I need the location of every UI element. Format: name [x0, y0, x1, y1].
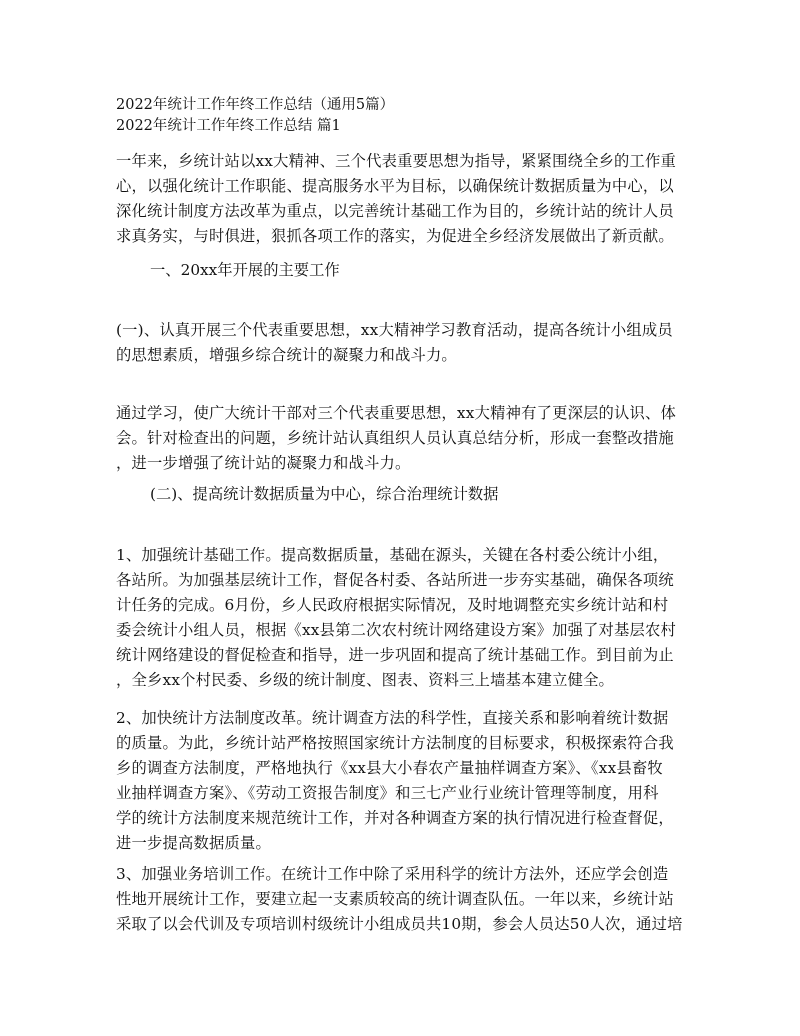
text-line: 乡的调查方法制度，严格地执行《xx县大小春农产量抽样调查方案》、《xx县畜牧	[116, 759, 663, 777]
text-line: 各站所。为加强基层统计工作，督促各村委、各站所进一步夯实基础，确保各项统	[116, 571, 674, 589]
paragraph-intro	[116, 149, 692, 249]
text-line: 求真务实，与时俱进，狠抓各项工作的落实，为促进全乡经济发展做出了新贡献。	[116, 227, 674, 245]
text-line: ，全乡xx个村民委、乡级的统计制度、图表、资料三上墙基本建立健全。	[116, 671, 615, 689]
text-line: 进一步提高数据质量。	[116, 834, 271, 852]
heading-main-work: 一、20xx年开展的主要工作	[150, 261, 340, 279]
paragraph-study-activity	[116, 318, 692, 368]
text-line: 性地开展统计工作，要建立起一支素质较高的统计调查队伍。一年以来，乡统计站	[116, 890, 674, 908]
text-line: 的思想素质，增强乡综合统计的凝聚力和战斗力。	[116, 346, 457, 364]
text-line: 心，以强化统计工作职能、提高服务水平为目标，以确保统计数据质量为中心，以	[116, 177, 674, 195]
text-line: 通过学习，使广大统计干部对三个代表重要思想，xx大精神有了更深层的认识、体	[116, 404, 677, 422]
document-title: 2022年统计工作年终工作总结（通用5篇）	[116, 97, 395, 113]
text-line: 委会统计小组人员，根据《xx县第二次农村统计网络建设方案》加强了对基层农村	[116, 621, 677, 639]
text-line: 3、加强业务培训工作。在统计工作中除了采用科学的统计方法外，还应学会创造	[116, 865, 669, 883]
text-line: 学的统计方法制度来规范统计工作，并对各种调查方案的执行情况进行检查督促，	[116, 809, 674, 827]
text-line: 一年来，乡统计站以xx大精神、三个代表重要思想为指导，紧紧围绕全乡的工作重	[116, 152, 677, 170]
paragraph-method-reform	[116, 706, 692, 856]
text-line: (一)、认真开展三个代表重要思想，xx大精神学习教育活动，提高各统计小组成员	[116, 321, 673, 339]
text-line: 统计网络建设的督促检查和指导，进一步巩固和提高了统计基础工作。到目前为止	[116, 646, 674, 664]
paragraph-basic-work	[116, 543, 692, 693]
text-line: 计任务的完成。6月份，乡人民政府根据实际情况，及时地调整充实乡统计站和村	[116, 596, 669, 614]
paragraph-training	[116, 862, 692, 937]
text-line: 业抽样调查方案》、《劳动工资报告制度》和三七产业行业统计管理等制度，用科	[116, 784, 659, 802]
text-line: 会。针对检查出的问题，乡统计站认真组织人员认真总结分析，形成一套整改措施	[116, 429, 674, 447]
text-line: 采取了以会代训及专项培训村级统计小组成员共10期，参会人员达50人次，通过培	[116, 915, 683, 933]
paragraph-study-result	[116, 401, 692, 476]
text-line: 1、加强统计基础工作。提高数据质量，基础在源头，关键在各村委公统计小组，	[116, 546, 669, 564]
section-title: 2022年统计工作年终工作总结 篇1	[116, 118, 341, 134]
heading-data-quality: (二)、提高统计数据质量为中心，综合治理统计数据	[150, 485, 499, 503]
text-line: ，进一步增强了统计站的凝聚力和战斗力。	[116, 454, 411, 472]
text-line: 深化统计制度方法改革为重点，以完善统计基础工作为目的，乡统计站的统计人员	[116, 202, 674, 220]
text-line: 的质量。为此，乡统计站严格按照国家统计方法制度的目标要求，积极探索符合我	[116, 734, 674, 752]
text-line: 2、加快统计方法制度改革。统计调查方法的科学性，直接关系和影响着统计数据	[116, 709, 669, 727]
